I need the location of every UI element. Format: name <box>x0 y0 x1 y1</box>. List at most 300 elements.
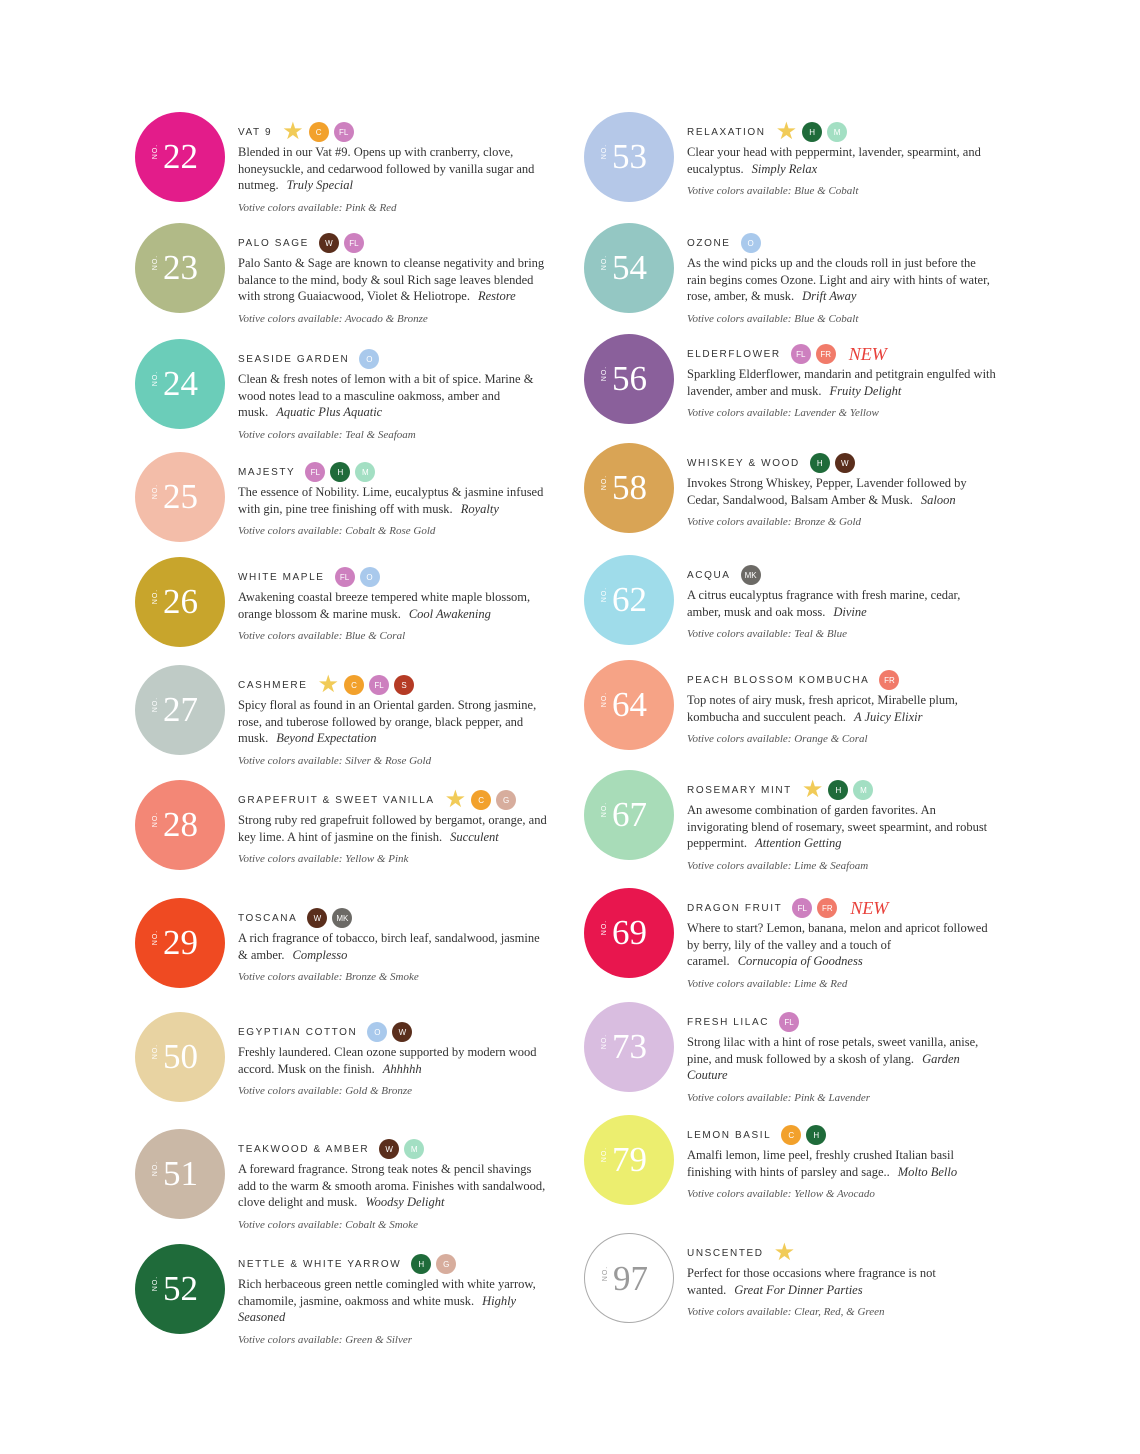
fragrance-entry <box>135 780 575 890</box>
fragrance-description <box>687 1265 997 1298</box>
votive-colors <box>687 313 997 325</box>
number-circle <box>584 1002 674 1092</box>
fragrance-number: 64 <box>612 685 647 724</box>
badge-group <box>741 233 761 253</box>
fragrance-entry <box>584 223 1024 333</box>
votive-prefix: Votive colors available: <box>687 312 792 325</box>
votive-prefix: Votive colors available: <box>238 1085 343 1097</box>
fragrance-entry <box>584 334 1024 444</box>
votive-values: Yellow & Avocado <box>794 1188 875 1200</box>
name-row <box>687 231 997 255</box>
description-text: Sparkling Elderflower, mandarin and petitgrain engulfed with lavender, amber and musk. <box>687 367 996 398</box>
new-label: NEW <box>850 897 889 918</box>
fragrance-number: 67 <box>612 795 647 834</box>
badge-group <box>282 119 354 145</box>
votive-colors <box>687 733 997 745</box>
votive-values: Blue & Coral <box>345 630 406 642</box>
fragrance-description <box>687 475 997 508</box>
votive-prefix: Votive colors available: <box>238 1218 343 1231</box>
fragrance-name: ACQUA <box>687 569 731 581</box>
votive-colors <box>687 1092 997 1104</box>
badge-h: H <box>810 453 830 473</box>
votive-prefix: Votive colors available: <box>238 525 343 537</box>
description-text: Freshly laundered. Clean ozone supported by modern wood accord. Musk on the finish. <box>238 1045 537 1076</box>
fragrance-text <box>687 778 997 872</box>
badge-m: M <box>355 462 375 482</box>
number-circle <box>584 1233 674 1323</box>
badge-c: C <box>781 1125 801 1145</box>
number-prefix: NO. <box>152 143 160 160</box>
number-prefix: NO. <box>601 1033 609 1050</box>
star-icon: ★ <box>773 1240 796 1266</box>
number-prefix: NO. <box>601 691 609 708</box>
badge-group <box>741 565 761 585</box>
new-label: NEW <box>848 343 887 364</box>
badge-mk: MK <box>741 565 761 585</box>
badge-c: C <box>344 675 364 695</box>
badge-group <box>791 344 887 365</box>
badge-fl: FL <box>779 1012 799 1032</box>
number-prefix: NO. <box>601 801 609 818</box>
fragrance-name: UNSCENTED <box>687 1247 764 1259</box>
fragrance-number: 97 <box>613 1259 648 1298</box>
badge-h: H <box>806 1125 826 1145</box>
fragrance-entry <box>135 898 575 1008</box>
badge-group <box>317 672 414 698</box>
number-circle <box>584 223 674 313</box>
description-text: As the wind picks up and the clouds roll in just before the rain begins comes Ozone. Light and airy with hints of water, rose, amber, & musk. <box>687 256 990 303</box>
fragrance-number: 23 <box>163 248 198 287</box>
badge-group <box>307 908 352 928</box>
description-text: The essence of Nobility. Lime, eucalyptus & jasmine infused with gin, pine tree finishing off with musk. <box>238 485 544 516</box>
description-text: Clean & fresh notes of lemon with a bit of spice. Marine & wood notes lead to a masculine oakmoss, amber and musk. <box>238 372 534 419</box>
name-row <box>687 563 997 587</box>
fragrance-text <box>687 1241 997 1318</box>
fragrance-text <box>687 563 997 640</box>
badge-fl: FL <box>344 233 364 253</box>
star-icon: ★ <box>444 787 467 813</box>
description-text: Blended in our Vat #9. Opens up with cranberry, clove, honeysuckle, and cedarwood followed by vanilla sugar and nutmeg. <box>238 145 535 192</box>
fragrance-number: 56 <box>612 359 647 398</box>
number-prefix: NO. <box>152 588 160 605</box>
badge-group <box>779 1012 799 1032</box>
number-circle <box>135 665 225 755</box>
fragrance-entry <box>584 1002 1024 1112</box>
number-prefix: NO. <box>152 1160 160 1177</box>
votive-values: Yellow & Pink <box>345 853 409 865</box>
fragrance-name: WHITE MAPLE <box>238 571 325 583</box>
fragrance-description <box>687 366 997 399</box>
fragrance-text <box>687 896 997 990</box>
badge-s: S <box>394 675 414 695</box>
number-circle <box>135 898 225 988</box>
fragrance-number: 79 <box>612 1140 647 1179</box>
votive-prefix: Votive colors available: <box>687 977 792 990</box>
description-text: A foreward fragrance. Strong teak notes & pencil shavings add to the warm & smooth aroma. Finishes with sandalwood, clove delight and musk. <box>238 1162 546 1209</box>
number-circle <box>584 888 674 978</box>
votive-values: Pink & Lavender <box>794 1091 870 1104</box>
fragrance-description <box>687 1147 997 1180</box>
votive-colors <box>238 1334 548 1346</box>
star-icon: ★ <box>317 672 339 698</box>
votive-colors <box>687 407 997 419</box>
votive-colors <box>687 860 997 872</box>
badge-group <box>792 898 888 919</box>
tagline: Woodsy Delight <box>365 1195 445 1209</box>
votive-prefix: Votive colors available: <box>687 628 792 640</box>
name-row <box>238 1252 548 1276</box>
votive-values: Clear, Red, & Green <box>794 1306 885 1318</box>
votive-values: Pink & Red <box>345 201 397 214</box>
fragrance-number: 51 <box>163 1154 198 1193</box>
fragrance-text <box>238 120 548 214</box>
fragrance-description <box>687 255 997 305</box>
votive-values: Silver & Rose Gold <box>345 754 432 767</box>
fragrance-number: 58 <box>612 468 647 507</box>
fragrance-number: 53 <box>612 137 647 176</box>
badge-m: M <box>853 780 873 800</box>
fragrance-name: PEACH BLOSSOM KOMBUCHA <box>687 674 870 686</box>
badge-group <box>801 777 874 803</box>
fragrance-text <box>687 668 997 745</box>
tagline: Beyond Expectation <box>276 731 377 745</box>
fragrance-description <box>238 1276 548 1326</box>
fragrance-name: ROSEMARY MINT <box>687 784 792 796</box>
votive-prefix: Votive colors available: <box>687 733 792 745</box>
badge-h: H <box>411 1254 431 1274</box>
badge-fl: FL <box>369 675 389 695</box>
fragrance-description <box>687 692 997 725</box>
badge-fl: FL <box>335 567 355 587</box>
badge-group <box>305 462 375 482</box>
name-row <box>238 347 548 371</box>
tagline: A Juicy Elixir <box>853 709 923 724</box>
name-row <box>687 1241 997 1265</box>
votive-colors <box>238 971 548 983</box>
fragrance-description <box>687 802 997 852</box>
star-icon: ★ <box>801 777 824 803</box>
number-circle <box>584 112 674 202</box>
fragrance-name: CASHMERE <box>238 679 308 691</box>
tagline: Divine <box>833 604 867 619</box>
votive-colors <box>238 755 548 767</box>
badge-g: G <box>496 790 516 810</box>
number-prefix: NO. <box>152 483 160 500</box>
badge-h: H <box>802 122 822 142</box>
name-row <box>238 120 548 144</box>
fragrance-name: GRAPEFRUIT & SWEET VANILLA <box>238 794 435 806</box>
tagline: Saloon <box>920 492 956 507</box>
votive-values: Lavender & Yellow <box>794 407 879 419</box>
badge-o: O <box>367 1022 387 1042</box>
badge-group <box>379 1139 424 1159</box>
badge-fr: FR <box>817 898 837 918</box>
badge-m: M <box>827 122 847 142</box>
badge-w: W <box>379 1139 399 1159</box>
tagline: Succulent <box>450 829 499 844</box>
votive-colors <box>687 1188 997 1200</box>
votive-values: Teal & Seafoam <box>345 428 416 441</box>
fragrance-number: 69 <box>612 913 647 952</box>
fragrance-description <box>238 484 548 517</box>
votive-values: Gold & Bronze <box>345 1085 413 1097</box>
badge-fr: FR <box>879 670 899 690</box>
description-text: Strong ruby red grapefruit followed by bergamot, orange, and key lime. A hint of jasmine on the finish. <box>238 813 547 844</box>
name-row <box>687 1010 997 1034</box>
number-circle <box>135 1129 225 1219</box>
description-text: A citrus eucalyptus fragrance with fresh marine, cedar, amber, musk and oak moss. <box>687 588 961 619</box>
fragrance-description <box>687 587 997 620</box>
name-row <box>238 1020 548 1044</box>
fragrance-description <box>238 812 548 845</box>
tagline: Attention Getting <box>755 836 842 850</box>
fragrance-text <box>238 788 548 865</box>
number-prefix: NO. <box>152 929 160 946</box>
votive-prefix: Votive colors available: <box>687 516 792 528</box>
votive-colors <box>238 1219 548 1231</box>
number-circle <box>584 555 674 645</box>
fragrance-name: DRAGON FRUIT <box>687 902 783 914</box>
votive-prefix: Votive colors available: <box>238 312 343 325</box>
badge-w: W <box>835 453 855 473</box>
number-circle <box>584 770 674 860</box>
fragrance-description <box>238 144 548 194</box>
fragrance-entry <box>584 112 1024 222</box>
fragrance-text <box>238 1137 548 1231</box>
badge-fl: FL <box>334 122 354 142</box>
badge-group <box>411 1254 456 1274</box>
number-circle <box>135 112 225 202</box>
fragrance-entry <box>135 557 575 667</box>
name-row <box>687 668 997 692</box>
fragrance-entry <box>584 660 1024 770</box>
fragrance-description <box>238 930 548 963</box>
fragrance-entry <box>135 1129 575 1239</box>
fragrance-text <box>687 342 997 419</box>
fragrance-number: 27 <box>163 690 198 729</box>
name-row <box>238 565 548 589</box>
tagline: Highly Seasoned <box>238 1293 517 1324</box>
fragrance-text <box>687 231 997 325</box>
name-row <box>687 451 997 475</box>
number-prefix: NO. <box>601 474 609 491</box>
badge-fl: FL <box>305 462 325 482</box>
name-row <box>238 673 548 697</box>
votive-values: Orange & Coral <box>794 733 868 745</box>
tagline: Royalty <box>460 501 499 516</box>
name-row <box>238 1137 548 1161</box>
number-circle <box>584 1115 674 1205</box>
badge-o: O <box>360 567 380 587</box>
name-row <box>238 788 548 812</box>
votive-values: Blue & Cobalt <box>794 185 859 197</box>
votive-colors <box>687 185 997 197</box>
number-circle <box>135 339 225 429</box>
number-prefix: NO. <box>601 919 609 936</box>
fragrance-entry <box>135 1012 575 1122</box>
votive-colors <box>687 516 997 528</box>
fragrance-description <box>687 920 997 970</box>
votive-colors <box>238 429 548 441</box>
badge-fl: FL <box>792 898 812 918</box>
description-text: Spicy floral as found in an Oriental garden. Strong jasmine, rose, and tuberose followed by orange, black pepper, and musk. <box>238 698 537 745</box>
votive-colors <box>687 628 997 640</box>
votive-prefix: Votive colors available: <box>687 1306 792 1318</box>
name-row <box>687 778 997 802</box>
description-text: Invokes Strong Whiskey, Pepper, Lavender followed by Cedar, Sandalwood, Balsam Amber & Musk. <box>687 476 967 507</box>
number-circle <box>584 443 674 533</box>
star-icon: ★ <box>282 119 304 145</box>
badge-group <box>335 567 380 587</box>
description-text: Palo Santo & Sage are known to cleanse negativity and bring balance to the mind, body & soul Rich sage leaves blended with strong Guaiacwood, Violet & Heliotrope. <box>238 256 545 303</box>
fragrance-name: MAJESTY <box>238 466 296 478</box>
number-circle <box>135 223 225 313</box>
votive-prefix: Votive colors available: <box>687 1091 792 1104</box>
number-circle <box>135 452 225 542</box>
fragrance-number: 62 <box>612 580 647 619</box>
fragrance-number: 50 <box>163 1037 198 1076</box>
tagline: Aquatic Plus Aquatic <box>276 405 383 419</box>
tagline: Molto Bello <box>897 1164 958 1179</box>
fragrance-description <box>238 697 548 747</box>
tagline: Simply Relax <box>751 161 818 176</box>
badge-c: C <box>471 790 491 810</box>
name-row <box>238 231 548 255</box>
votive-prefix: Votive colors available: <box>238 754 343 767</box>
badge-group <box>781 1125 826 1145</box>
fragrance-number: 52 <box>163 1269 198 1308</box>
number-prefix: NO. <box>152 1275 160 1292</box>
fragrance-entry <box>584 888 1024 998</box>
tagline: Ahhhhh <box>382 1061 422 1076</box>
votive-values: Cobalt & Rose Gold <box>345 525 436 537</box>
votive-colors <box>687 978 997 990</box>
fragrance-description <box>238 255 548 305</box>
tagline: Restore <box>477 289 516 303</box>
fragrance-number: 28 <box>163 805 198 844</box>
fragrance-name: WHISKEY & WOOD <box>687 457 800 469</box>
description-text: Strong lilac with a hint of rose petals, sweet vanilla, anise, pine, and musk followed by a skosh of ylang. <box>687 1035 979 1066</box>
fragrance-text <box>238 347 548 441</box>
name-row <box>687 1123 997 1147</box>
number-prefix: NO. <box>601 254 609 271</box>
number-circle <box>135 557 225 647</box>
fragrance-number: 73 <box>612 1027 647 1066</box>
votive-prefix: Votive colors available: <box>687 1188 792 1200</box>
tagline: Truly Special <box>286 178 353 192</box>
fragrance-text <box>687 120 997 197</box>
badge-group <box>773 1240 796 1266</box>
description-text: Rich herbaceous green nettle comingled with white yarrow, chamomile, jasmine, oakmoss and white musk. <box>238 1277 536 1308</box>
votive-values: Cobalt & Smoke <box>345 1218 418 1231</box>
description-text: A rich fragrance of tobacco, birch leaf, sandalwood, jasmine & amber. <box>238 931 540 962</box>
badge-group <box>367 1022 412 1042</box>
number-circle <box>135 1012 225 1102</box>
fragrance-name: EGYPTIAN COTTON <box>238 1026 358 1038</box>
number-circle <box>584 660 674 750</box>
fragrance-name: TOSCANA <box>238 912 298 924</box>
fragrance-description <box>687 144 997 177</box>
fragrance-text <box>687 1123 997 1200</box>
number-circle <box>135 780 225 870</box>
number-prefix: NO. <box>602 1265 610 1282</box>
votive-prefix: Votive colors available: <box>238 1333 343 1346</box>
fragrance-text <box>238 565 548 642</box>
badge-group <box>444 787 517 813</box>
votive-prefix: Votive colors available: <box>238 201 343 214</box>
description-text: Awakening coastal breeze tempered white maple blossom, orange blossom & marine musk. <box>238 590 531 621</box>
number-prefix: NO. <box>601 365 609 382</box>
votive-values: Green & Silver <box>345 1333 413 1346</box>
name-row <box>687 120 997 144</box>
number-prefix: NO. <box>601 586 609 603</box>
fragrance-text <box>238 906 548 983</box>
badge-w: W <box>392 1022 412 1042</box>
star-icon: ★ <box>775 119 798 145</box>
fragrance-name: FRESH LILAC <box>687 1016 770 1028</box>
fragrance-name: TEAKWOOD & AMBER <box>238 1143 370 1155</box>
fragrance-name: VAT 9 <box>238 126 273 138</box>
badge-o: O <box>359 349 379 369</box>
votive-values: Blue & Cobalt <box>794 312 859 325</box>
badge-w: W <box>319 233 339 253</box>
fragrance-entry <box>135 452 575 562</box>
number-prefix: NO. <box>601 143 609 160</box>
fragrance-text <box>238 1020 548 1097</box>
fragrance-number: 54 <box>612 248 647 287</box>
votive-colors <box>238 525 548 537</box>
tagline: Cornucopia of Goodness <box>737 954 863 968</box>
badge-group <box>810 453 855 473</box>
fragrance-text <box>238 1252 548 1346</box>
number-prefix: NO. <box>152 254 160 271</box>
fragrance-entry <box>584 1233 1024 1343</box>
fragrance-description <box>687 1034 997 1084</box>
fragrance-entry <box>584 1115 1024 1225</box>
badge-w: W <box>307 908 327 928</box>
fragrance-entry <box>135 339 575 449</box>
badge-g: G <box>436 1254 456 1274</box>
badge-group <box>879 670 899 690</box>
votive-prefix: Votive colors available: <box>238 630 343 642</box>
fragrance-name: SEASIDE GARDEN <box>238 353 350 365</box>
tagline: Great For Dinner Parties <box>734 1282 863 1297</box>
number-circle <box>584 334 674 424</box>
description-text: Perfect for those occasions where fragrance is not wanted. <box>687 1266 936 1297</box>
badge-o: O <box>741 233 761 253</box>
fragrance-text <box>687 1010 997 1104</box>
number-prefix: NO. <box>152 696 160 713</box>
number-prefix: NO. <box>152 370 160 387</box>
badge-mk: MK <box>332 908 352 928</box>
votive-prefix: Votive colors available: <box>687 407 792 419</box>
badge-fl: FL <box>791 344 811 364</box>
badge-c: C <box>309 122 329 142</box>
fragrance-entry <box>135 665 575 775</box>
fragrance-text <box>238 460 548 537</box>
badge-fr: FR <box>816 344 836 364</box>
number-prefix: NO. <box>601 1146 609 1163</box>
fragrance-entry <box>584 443 1024 553</box>
badge-group <box>775 119 848 145</box>
votive-values: Avocado & Bronze <box>345 312 428 325</box>
name-row <box>238 906 548 930</box>
badge-h: H <box>330 462 350 482</box>
fragrance-name: RELAXATION <box>687 126 766 138</box>
fragrance-number: 22 <box>163 137 198 176</box>
description-text: Amalfi lemon, lime peel, freshly crushed Italian basil finishing with hints of parsley and sage.. <box>687 1148 954 1179</box>
name-row <box>687 342 997 366</box>
